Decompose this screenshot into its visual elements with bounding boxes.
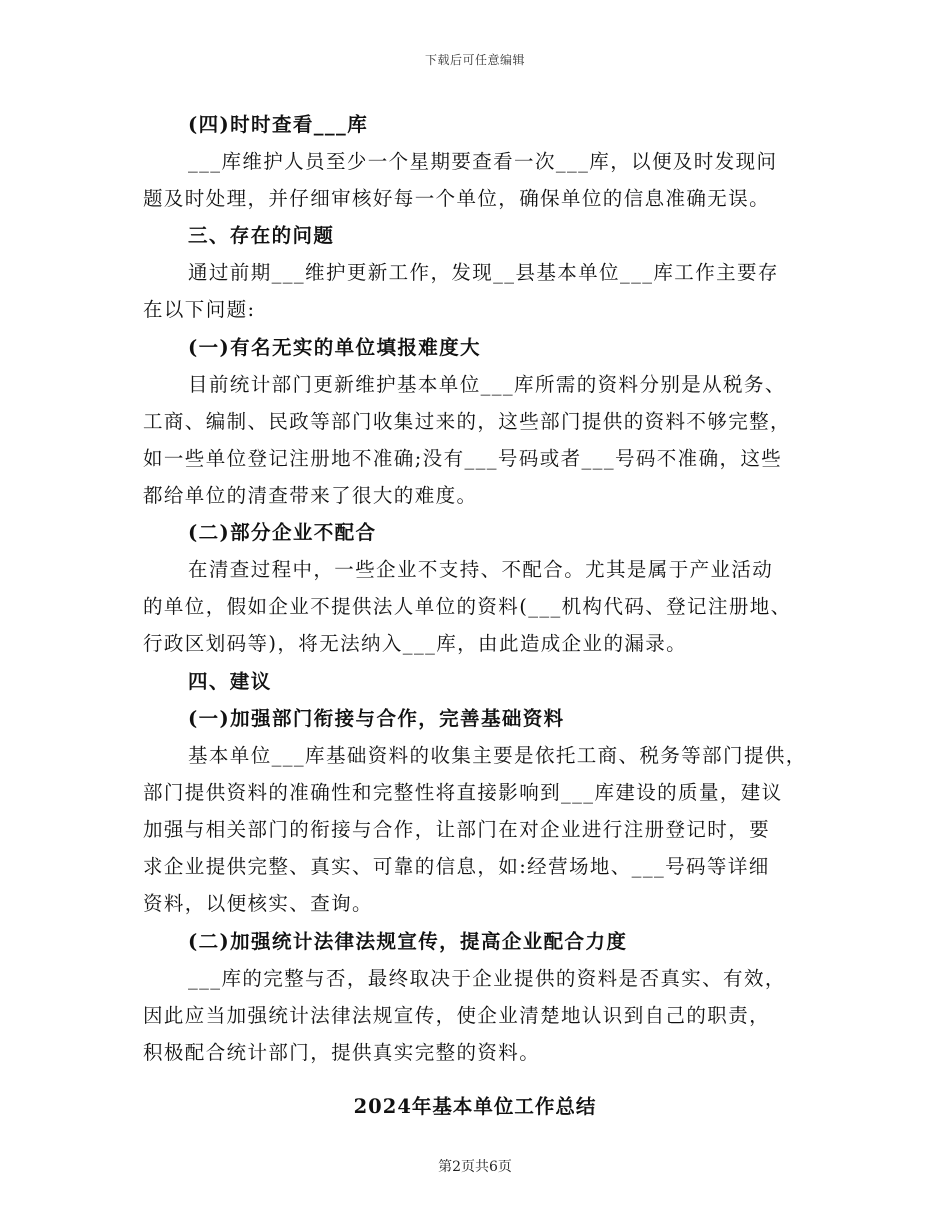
section-heading: 四、建议 bbox=[188, 670, 272, 693]
paragraph-line: 题及时处理，并仔细审核好每一个单位，确保单位的信息准确无误。 bbox=[143, 187, 771, 210]
paragraph-line: 的单位，假如企业不提供法人单位的资料(___机构代码、登记注册地、 bbox=[143, 595, 792, 618]
paragraph-line: 求企业提供完整、真实、可靠的信息，如:经营场地、___号码等详细 bbox=[143, 855, 770, 878]
document-title: 2024年基本单位工作总结 bbox=[353, 1095, 597, 1118]
paragraph-line: 如一些单位登记注册地不准确;没有___号码或者___号码不准确，这些 bbox=[143, 447, 783, 470]
paragraph-line: 因此应当加强统计法律法规宣传，使企业清楚地认识到自己的职责， bbox=[143, 1004, 771, 1027]
page-footer: 第2页共6页 bbox=[438, 1159, 512, 1175]
paragraph-line: 行政区划码等)，将无法纳入___库，由此造成企业的漏录。 bbox=[143, 632, 688, 655]
paragraph-line: 目前统计部门更新维护基本单位___库所需的资料分别是从税务、 bbox=[188, 373, 786, 396]
paragraph-line: 在清查过程中，一些企业不支持、不配合。尤其是属于产业活动 bbox=[188, 558, 774, 581]
section-heading: (二)部分企业不配合 bbox=[188, 521, 377, 544]
section-heading: (一)有名无实的单位填报难度大 bbox=[188, 336, 481, 359]
page-header: 下载后可任意编辑 bbox=[424, 53, 525, 67]
section-heading: (四)时时查看___库 bbox=[188, 113, 369, 136]
paragraph-line: 基本单位___库基础资料的收集主要是依托工商、税务等部门提供， bbox=[188, 744, 807, 767]
paragraph-line: 部门提供资料的准确性和完整性将直接影响到___库建设的质量，建议 bbox=[143, 781, 783, 804]
section-heading: (二)加强统计法律法规宣传，提高企业配合力度 bbox=[188, 930, 628, 953]
paragraph-line: 都给单位的清查带来了很大的难度。 bbox=[143, 484, 478, 507]
paragraph-line: 积极配合统计部门，提供真实完整的资料。 bbox=[143, 1041, 541, 1064]
paragraph-line: 通过前期___维护更新工作，发现__县基本单位___库工作主要存 bbox=[188, 261, 779, 284]
paragraph-line: ___库的完整与否，最终取决于企业提供的资料是否真实、有效， bbox=[188, 967, 786, 990]
paragraph-line: 资料，以便核实、查询。 bbox=[143, 892, 373, 915]
section-heading: (一)加强部门衔接与合作，完善基础资料 bbox=[188, 707, 565, 730]
paragraph-line: 在以下问题: bbox=[143, 298, 256, 321]
section-heading: 三、存在的问题 bbox=[188, 224, 335, 247]
paragraph-line: ___库维护人员至少一个星期要查看一次___库，以便及时发现问 bbox=[188, 150, 778, 173]
paragraph-line: 加强与相关部门的衔接与合作，让部门在对企业进行注册登记时，要 bbox=[143, 818, 771, 841]
paragraph-line: 工商、编制、民政等部门收集过来的，这些部门提供的资料不够完整， bbox=[143, 410, 791, 433]
